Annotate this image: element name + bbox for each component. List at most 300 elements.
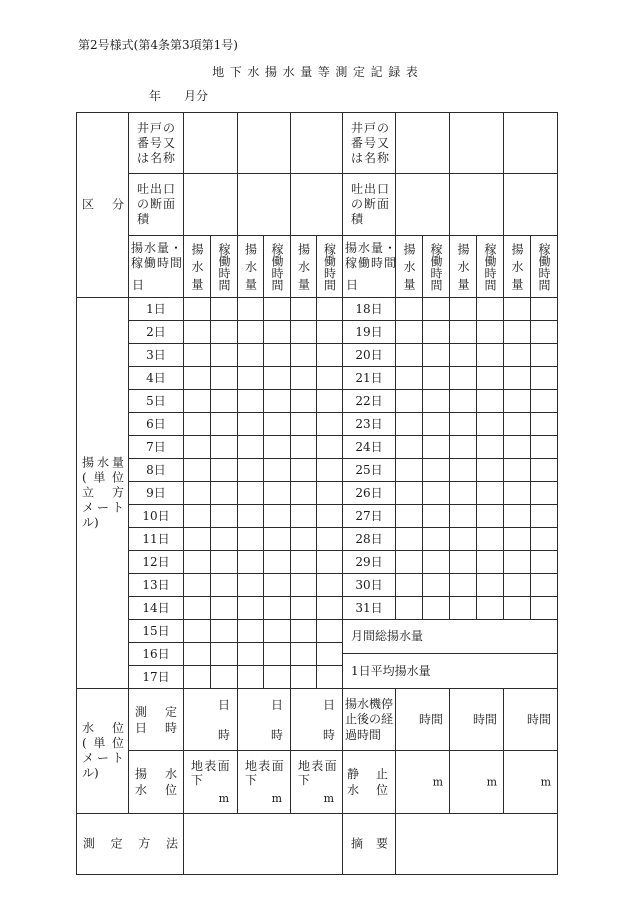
method-label: 測定方法 — [83, 836, 178, 851]
hours-entry — [317, 321, 343, 344]
day-row — [77, 321, 558, 344]
volume-entry — [238, 666, 264, 689]
volume-entry — [504, 298, 531, 321]
hours-entry — [531, 597, 558, 620]
volume-header-cell — [184, 236, 211, 298]
measured-datetime-label-cell — [129, 689, 184, 751]
outlet-area-label-cell — [343, 174, 396, 236]
volume-entry — [396, 390, 423, 413]
below-surface-line: 下 — [298, 773, 312, 787]
hours-entry — [211, 459, 238, 482]
day-label-right: 23日 — [343, 413, 396, 436]
hours-entry — [264, 482, 291, 505]
well-name-line: は名称 — [137, 151, 177, 165]
hours-entry — [211, 298, 238, 321]
day-label-left: 16日 — [129, 643, 184, 666]
volume-entry — [504, 344, 531, 367]
elapsed-after-stop-label-cell — [343, 689, 396, 751]
well-name-entry — [291, 113, 343, 174]
measured-datetime-row — [77, 689, 558, 751]
hours-entry — [423, 298, 450, 321]
hours-entry — [211, 666, 238, 689]
volume-hours-label — [345, 241, 397, 271]
hours-entry — [264, 620, 291, 643]
volume-entry — [184, 344, 211, 367]
volume-entry — [238, 482, 264, 505]
hours-entry — [423, 459, 450, 482]
day-row — [77, 298, 558, 321]
volume-entry — [238, 436, 264, 459]
category-cell — [77, 113, 129, 298]
hours-entry — [211, 321, 238, 344]
volume-entry — [184, 597, 211, 620]
hours-entry — [531, 528, 558, 551]
volume-entry — [504, 459, 531, 482]
volume-entry — [291, 643, 317, 666]
hours-entry — [423, 321, 450, 344]
hours-entry — [264, 344, 291, 367]
outlet-area-label-cell — [129, 174, 184, 236]
day-row — [77, 436, 558, 459]
hours-header-cell — [477, 236, 504, 298]
hours-entry — [423, 505, 450, 528]
hours-entry — [211, 597, 238, 620]
volume-entry — [238, 597, 264, 620]
volume-entry — [184, 528, 211, 551]
day-label-right: 31日 — [343, 597, 396, 620]
day-label-right: 18日 — [343, 298, 396, 321]
volume-entry — [450, 482, 477, 505]
hours-entry — [211, 344, 238, 367]
well-name-entry — [396, 113, 450, 174]
outlet-area-entry — [450, 174, 504, 236]
well-name-entry — [238, 113, 291, 174]
volume-entry — [396, 551, 423, 574]
hours-entry — [211, 574, 238, 597]
volume-entry — [504, 482, 531, 505]
well-name-line: 番号又 — [351, 136, 391, 150]
outlet-area-line: の断面 — [351, 197, 391, 211]
outlet-area-line: 積 — [351, 212, 365, 226]
below-surface-line: 地表面 — [245, 759, 285, 773]
hours-unit: 時間 — [526, 712, 551, 726]
volume-entry — [504, 597, 531, 620]
day-row — [77, 367, 558, 390]
volume-entry — [184, 643, 211, 666]
volume-entry — [291, 620, 317, 643]
meter-unit: m — [486, 775, 497, 789]
volume-entry — [504, 528, 531, 551]
category-label-box — [82, 198, 124, 213]
volume-entry — [238, 344, 264, 367]
well-name-entry — [504, 113, 558, 174]
measured-datetime-entry — [291, 689, 343, 751]
outlet-area-entry — [291, 174, 343, 236]
hours-entry — [423, 597, 450, 620]
volume-entry — [184, 574, 211, 597]
static-level-entry — [504, 751, 558, 814]
hours-entry — [317, 344, 343, 367]
meter-unit: m — [323, 792, 334, 805]
hours-entry — [531, 436, 558, 459]
volume-entry — [291, 505, 317, 528]
remarks-label-box — [351, 837, 388, 852]
pumping-level-label — [135, 766, 177, 798]
volume-entry — [291, 597, 317, 620]
hours-entry — [531, 344, 558, 367]
well-name-line: は名称 — [351, 151, 391, 165]
hours-entry — [317, 367, 343, 390]
volume-entry — [238, 643, 264, 666]
outlet-area-row — [77, 174, 558, 236]
day-unit: 日 — [270, 698, 283, 712]
day-row — [77, 390, 558, 413]
volume-entry — [504, 390, 531, 413]
volume-entry — [396, 505, 423, 528]
well-name-row — [77, 113, 558, 174]
volume-entry — [396, 597, 423, 620]
hours-entry — [264, 321, 291, 344]
volume-entry — [238, 574, 264, 597]
hours-entry — [264, 298, 291, 321]
hours-entry — [211, 528, 238, 551]
volume-hours-line: 揚水量・ — [345, 241, 398, 255]
volume-header: 揚水量 — [190, 243, 204, 296]
hours-entry — [264, 505, 291, 528]
volume-entry — [291, 574, 317, 597]
volume-entry — [450, 551, 477, 574]
hours-header-cell — [211, 236, 238, 298]
volume-entry — [450, 528, 477, 551]
measured-datetime-line: 日時 — [135, 720, 177, 735]
hours-entry — [477, 321, 504, 344]
hours-entry — [477, 459, 504, 482]
day-label-left: 15日 — [129, 620, 184, 643]
hours-entry — [317, 597, 343, 620]
volume-entry — [291, 367, 317, 390]
day-label-left: 12日 — [129, 551, 184, 574]
hours-entry — [317, 459, 343, 482]
hours-entry — [264, 390, 291, 413]
below-surface-line: 地表面 — [298, 759, 338, 773]
hours-entry — [531, 574, 558, 597]
day-label-left: 14日 — [129, 597, 184, 620]
volume-entry — [238, 505, 264, 528]
hours-entry — [317, 666, 343, 689]
volume-entry — [291, 390, 317, 413]
hours-entry — [211, 551, 238, 574]
hours-entry — [317, 436, 343, 459]
day-column-label: 日 — [346, 278, 359, 292]
volume-entry — [396, 528, 423, 551]
hours-entry — [264, 597, 291, 620]
well-name-label — [137, 121, 176, 166]
pumping-volume-label-line: (単位 — [82, 470, 124, 485]
measured-datetime-entry — [184, 689, 238, 751]
hours-entry — [423, 528, 450, 551]
outlet-area-entry — [396, 174, 450, 236]
volume-entry — [396, 367, 423, 390]
method-label-cell — [77, 814, 184, 875]
pumping-level-label-cell — [129, 751, 184, 814]
elapsed-after-stop-line: 揚水機停 — [345, 696, 394, 711]
pumping-volume-cell — [77, 298, 129, 689]
volume-entry — [504, 367, 531, 390]
day-label-left: 9日 — [129, 482, 184, 505]
meter-unit: m — [218, 792, 229, 805]
hours-header-cell — [317, 236, 343, 298]
pumping-level-entry — [238, 751, 291, 814]
volume-entry — [184, 459, 211, 482]
pumping-level-line: 水位 — [135, 783, 177, 797]
hours-entry — [317, 505, 343, 528]
day-label-left: 5日 — [129, 390, 184, 413]
hours-entry — [264, 413, 291, 436]
hours-entry — [531, 321, 558, 344]
hours-entry — [531, 367, 558, 390]
volume-entry — [291, 482, 317, 505]
hours-entry — [477, 413, 504, 436]
hour-unit: 時 — [217, 728, 230, 742]
hours-entry — [211, 367, 238, 390]
well-name-entry — [450, 113, 504, 174]
water-level-label — [82, 721, 124, 781]
hours-entry — [477, 298, 504, 321]
hours-header-cell — [423, 236, 450, 298]
form-title: 地下水揚水量等測定記録表 — [212, 65, 424, 79]
day-label-left: 11日 — [129, 528, 184, 551]
hours-entry — [317, 482, 343, 505]
hours-entry — [423, 344, 450, 367]
hours-entry — [423, 413, 450, 436]
outlet-area-line: 吐出口 — [137, 182, 177, 196]
volume-header: 揚水量 — [510, 243, 524, 296]
hours-entry — [531, 298, 558, 321]
day-label-left: 2日 — [129, 321, 184, 344]
volume-entry — [396, 298, 423, 321]
volume-entry — [184, 321, 211, 344]
hours-entry — [477, 574, 504, 597]
below-surface-line: 地表面 — [191, 759, 231, 773]
measured-datetime-line: 測定 — [135, 704, 177, 719]
hours-entry — [317, 574, 343, 597]
volume-entry — [396, 482, 423, 505]
daily-average-label: 1日平均揚水量 — [351, 663, 431, 678]
hours-unit: 時間 — [418, 712, 443, 726]
outlet-area-line: の断面 — [137, 197, 177, 211]
water-level-label-line: 水位 — [82, 721, 124, 735]
volume-entry — [184, 436, 211, 459]
well-name-label-cell — [343, 113, 396, 174]
volume-hours-line: 揚水量・ — [131, 241, 184, 255]
hours-entry — [477, 390, 504, 413]
outlet-area-line: 積 — [137, 212, 151, 226]
below-surface-line: 下 — [191, 773, 205, 787]
volume-entry — [184, 367, 211, 390]
pumping-level-line: 揚水 — [135, 767, 177, 781]
remarks-entry — [396, 814, 558, 875]
hours-entry — [477, 551, 504, 574]
volume-entry — [238, 459, 264, 482]
volume-entry — [238, 321, 264, 344]
elapsed-hours-entry — [504, 689, 558, 751]
well-name-line: 井戸の — [351, 121, 391, 135]
year-label: 年 — [149, 89, 162, 103]
water-level-section — [77, 689, 558, 875]
day-label-right: 26日 — [343, 482, 396, 505]
hours-entry — [317, 390, 343, 413]
hours-header-cell — [531, 236, 558, 298]
monthly-total — [343, 620, 557, 654]
monthly-summary-cell — [343, 620, 558, 689]
daily-pumping-rows — [77, 298, 558, 689]
volume-entry — [291, 528, 317, 551]
volume-entry — [450, 390, 477, 413]
remarks-label: 摘要 — [351, 836, 388, 851]
below-surface-label — [245, 759, 285, 787]
elapsed-after-stop-line: 止後の経 — [345, 711, 394, 726]
hours-entry — [317, 551, 343, 574]
hours-entry — [477, 367, 504, 390]
volume-entry — [238, 367, 264, 390]
hours-entry — [423, 436, 450, 459]
outlet-area-entry — [504, 174, 558, 236]
day-label-left: 7日 — [129, 436, 184, 459]
day-label-left: 6日 — [129, 413, 184, 436]
volume-entry — [450, 344, 477, 367]
record-table — [76, 112, 558, 875]
volume-entry — [396, 344, 423, 367]
pumping-volume-label-line: 揚水量 — [82, 455, 124, 470]
hours-entry — [317, 643, 343, 666]
volume-entry — [450, 574, 477, 597]
day-label-right: 22日 — [343, 390, 396, 413]
volume-entry — [238, 390, 264, 413]
measured-datetime-label — [135, 704, 177, 736]
hours-entry — [477, 597, 504, 620]
meter-unit: m — [432, 775, 443, 789]
volume-entry — [291, 413, 317, 436]
volume-entry — [396, 459, 423, 482]
static-level-label — [347, 766, 388, 798]
static-level-line: 水位 — [347, 783, 388, 797]
volume-entry — [504, 321, 531, 344]
volume-header: 揚水量 — [243, 243, 258, 296]
hour-unit: 時 — [322, 728, 335, 742]
hours-entry — [211, 505, 238, 528]
volume-entry — [238, 551, 264, 574]
day-label-right: 30日 — [343, 574, 396, 597]
elapsed-hours-entry — [396, 689, 450, 751]
static-level-line: 静止 — [347, 767, 388, 781]
volume-entry — [184, 620, 211, 643]
hours-entry — [531, 413, 558, 436]
volume-entry — [184, 298, 211, 321]
volume-entry — [291, 344, 317, 367]
volume-entry — [184, 482, 211, 505]
day-label-left: 13日 — [129, 574, 184, 597]
well-name-label — [351, 121, 390, 166]
meter-unit: m — [271, 792, 282, 805]
hours-entry — [317, 528, 343, 551]
volume-entry — [184, 666, 211, 689]
hours-header: 稼働時間 — [217, 243, 231, 291]
outlet-area-entry — [184, 174, 238, 236]
pumping-volume-label-line: 立方 — [82, 485, 124, 500]
volume-header: 揚水量 — [402, 243, 416, 296]
water-level-label-line: (単位 — [82, 736, 124, 750]
volume-entry — [184, 390, 211, 413]
day-label-right: 29日 — [343, 551, 396, 574]
well-name-line: 井戸の — [137, 121, 177, 135]
volume-hours-line: 稼働時間 — [345, 256, 398, 270]
below-surface-line: 下 — [245, 773, 259, 787]
outlet-area-entry — [238, 174, 291, 236]
hours-unit: 時間 — [472, 712, 497, 726]
pumping-volume-label-line: メート — [82, 500, 124, 515]
static-level-entry — [396, 751, 450, 814]
volume-entry — [291, 436, 317, 459]
elapsed-after-stop-label — [345, 696, 393, 743]
day-unit: 日 — [217, 698, 230, 712]
hours-entry — [264, 551, 291, 574]
water-level-label-line: メート — [82, 751, 124, 765]
day-unit: 日 — [322, 698, 335, 712]
hours-entry — [211, 413, 238, 436]
hours-header: 稼働時間 — [270, 243, 284, 291]
volume-entry — [238, 413, 264, 436]
day-label-right: 19日 — [343, 321, 396, 344]
hours-entry — [423, 574, 450, 597]
pumping-volume-label — [82, 456, 124, 531]
day-row — [77, 459, 558, 482]
method-label-box — [83, 837, 178, 852]
hours-header: 稼働時間 — [322, 243, 337, 291]
well-header — [77, 113, 558, 298]
hours-header-cell — [264, 236, 291, 298]
method-entry — [184, 814, 343, 875]
day-label-left: 4日 — [129, 367, 184, 390]
below-surface-label — [191, 759, 231, 787]
day-row — [77, 413, 558, 436]
meter-unit: m — [540, 775, 551, 789]
well-name-label-cell — [129, 113, 184, 174]
hours-entry — [477, 528, 504, 551]
day-row — [77, 482, 558, 505]
pumping-volume-label-line: ル) — [82, 515, 99, 530]
volume-hours-label-cell — [343, 236, 396, 298]
hours-entry — [531, 390, 558, 413]
day-row — [77, 574, 558, 597]
hours-header: 稼働時間 — [537, 243, 551, 291]
volume-entry — [291, 321, 317, 344]
volume-entry — [504, 551, 531, 574]
hours-entry — [264, 459, 291, 482]
volume-hours-line: 稼働時間 — [131, 256, 184, 270]
method-remarks-row — [77, 814, 558, 875]
hours-entry — [264, 436, 291, 459]
day-row — [77, 505, 558, 528]
volume-entry — [238, 620, 264, 643]
volume-entry — [504, 574, 531, 597]
hours-entry — [264, 574, 291, 597]
category-label: 区分 — [82, 197, 124, 212]
volume-entry — [450, 413, 477, 436]
day-row — [77, 551, 558, 574]
static-level-label-cell — [343, 751, 396, 814]
hours-entry — [477, 482, 504, 505]
monthly-total-label: 月間総揚水量 — [351, 629, 424, 643]
